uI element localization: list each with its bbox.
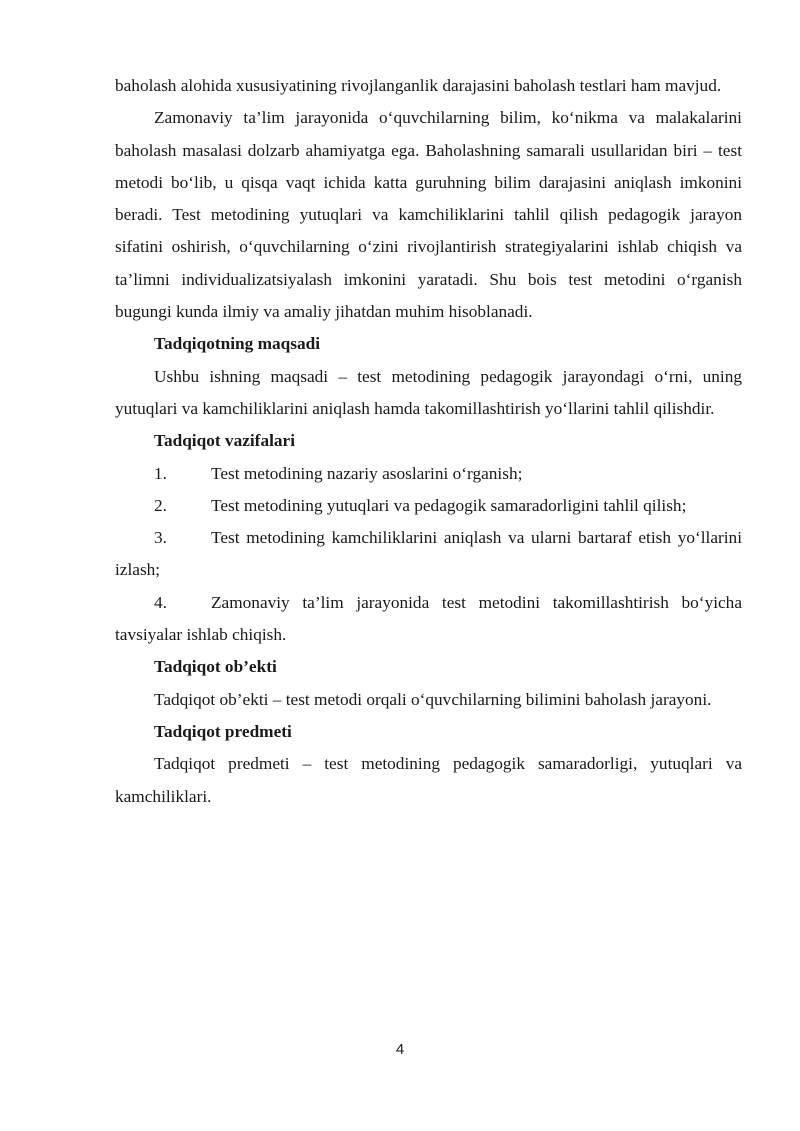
paragraph-intro: Zamonaviy ta’lim jarayonida o‘quvchilarning bilim, ko‘nikma va malakalarini baholash masalasi dolzarb ahamiyatga ega. Baholashning samarali usullaridan biri – test metodi bo‘lib, u qisqa vaqt ichida katta guruhning bilim darajasini aniqlash imkonini beradi. Test metodining yutuqlari va kamchiliklarini tahlil qilish pedagogik jarayon sifatini oshirish, o‘quvchilarning o‘zini rivojlantirish strategiyalarini ishlab chiqish va ta’limni individualizatsiyalash imkonini yaratadi. Shu bois test metodini o‘rganish bugungi kunda ilmiy va amaliy jihatdan muhim hisoblanadi. [115,108,742,322]
task-number: 4. [154,592,167,612]
task-item-2 [115,490,742,522]
paragraph-aim: Ushbu ishning maqsadi – test metodining pedagogik jarayondagi o‘rni, uning yutuqlari va kamchiliklarini aniqlash hamda takomillashtirish yo‘llarini tahlil qilishdir. [115,366,742,418]
page-number: 4 [395,1041,405,1058]
task-text: Test metodining yutuqlari va pedagogik samaradorligini tahlil qilish; [211,495,687,515]
heading-aim: Tadqiqotning maqsadi [154,334,321,354]
task-text: Test metodining kamchiliklarini aniqlash va ularni bartaraf etish yo‘llarini izlash; [115,528,742,580]
task-item-1 [115,458,742,490]
paragraph-object: Tadqiqot ob’ekti – test metodi orqali o‘quvchilarning bilimini baholash jarayoni. [154,689,712,709]
task-number: 3. [154,528,167,548]
task-number: 2. [154,495,167,515]
paragraph-subject: Tadqiqot predmeti – test metodining pedagogik samaradorligi, yutuqlari va kamchiliklari. [115,754,742,806]
task-text: Test metodining nazariy asoslarini o‘rganish; [211,463,523,483]
heading-tasks: Tadqiqot vazifalari [154,431,295,451]
task-item-4 [115,587,742,652]
paragraph-continuation: baholash alohida xususiyatining rivojlanganlik darajasini baholash testlari ham mavjud. [115,76,722,95]
task-number: 1. [154,463,167,483]
task-item-3 [115,522,742,587]
heading-subject: Tadqiqot predmeti [154,721,292,741]
heading-object: Tadqiqot ob’ekti [154,657,277,677]
task-text: Zamonaviy ta’lim jarayonida test metodini takomillashtirish bo‘yicha tavsiyalar ishlab chiqish. [115,592,742,645]
